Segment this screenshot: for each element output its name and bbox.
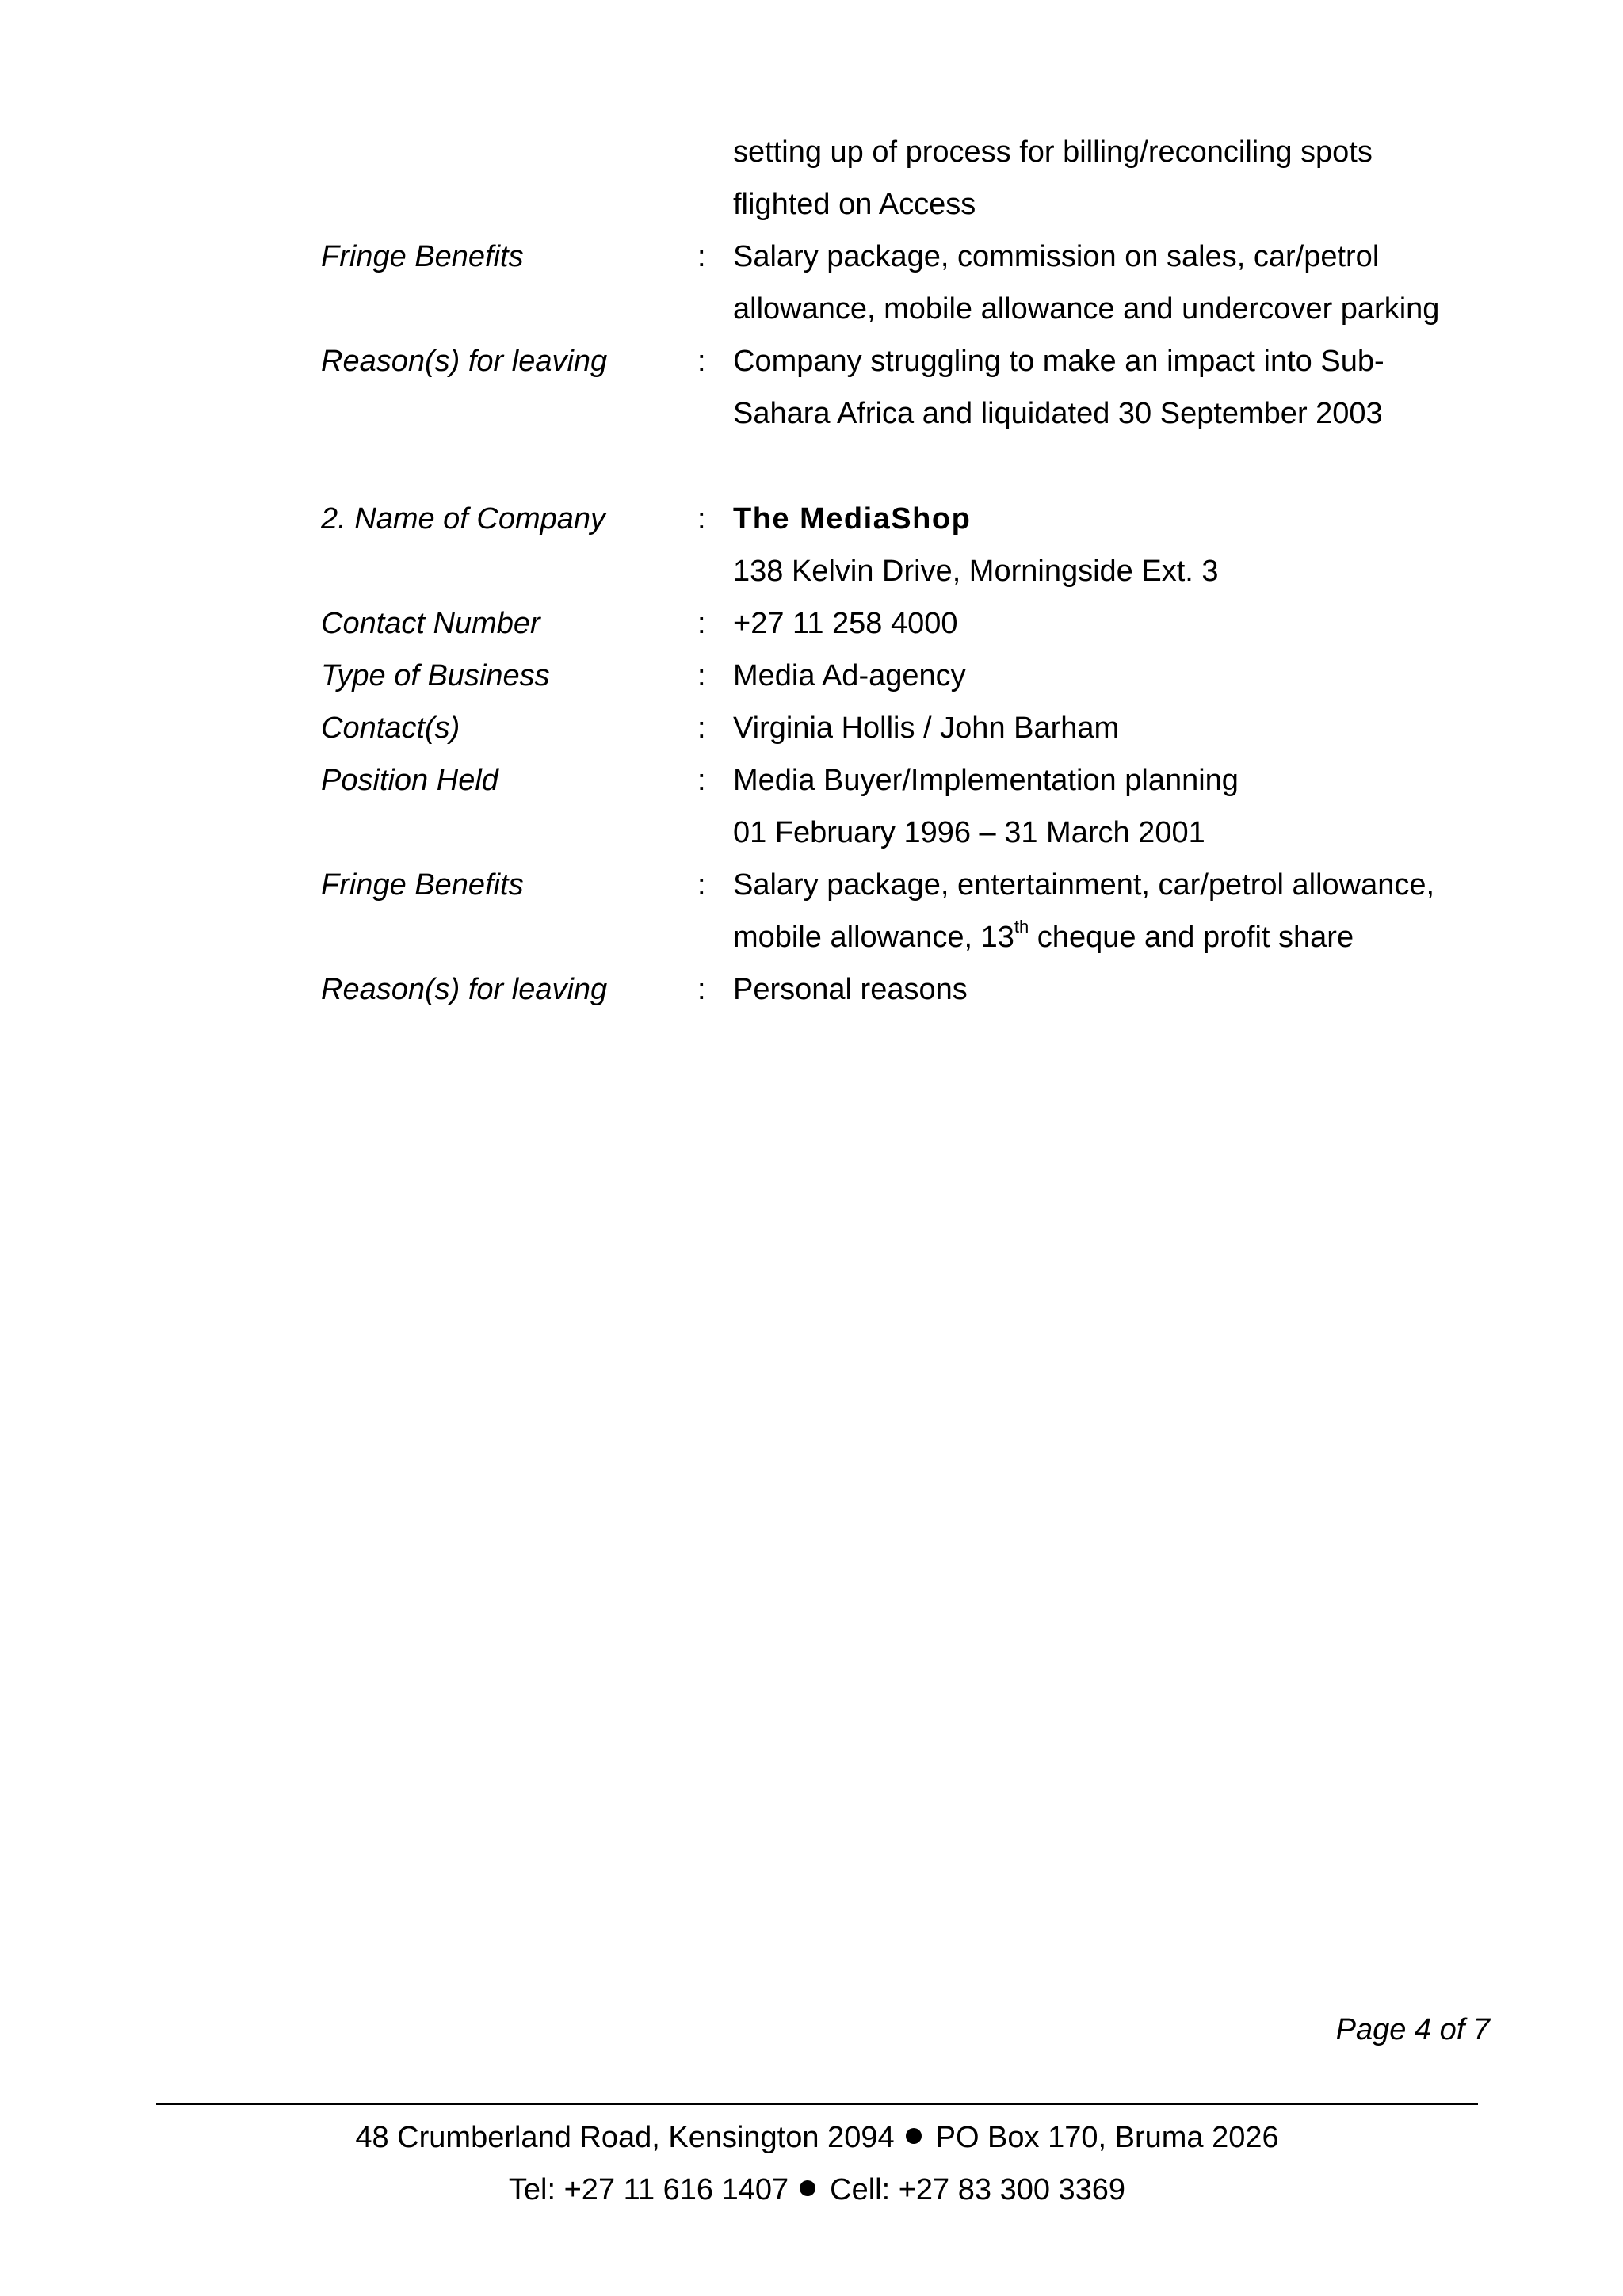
colon: : — [697, 240, 706, 273]
bullet-icon — [906, 2128, 922, 2144]
footer-phone-line — [156, 2172, 1478, 2207]
job1-reason-label: Reason(s) for leaving — [321, 345, 608, 378]
footer-tel: Tel: +27 11 616 1407 — [508, 2173, 789, 2206]
job2-contact-number-label: Contact Number — [321, 607, 540, 640]
job2-contact-number: +27 11 258 4000 — [733, 607, 958, 640]
job2-contacts: Virginia Hollis / John Barham — [733, 711, 1120, 745]
page-number: Page 4 of 7 — [1335, 2013, 1490, 2046]
footer-address-line — [156, 2120, 1478, 2155]
job2-company-address: 138 Kelvin Drive, Morningside Ext. 3 — [733, 555, 1219, 588]
continuation-line-1: setting up of process for billing/reconciling spots — [733, 135, 1373, 169]
job2-fringe-benefits-line-2 — [733, 917, 1354, 955]
colon: : — [697, 607, 706, 640]
colon: : — [697, 345, 706, 378]
job2-business: Media Ad-agency — [733, 659, 966, 692]
job2-period: 01 February 1996 – 31 March 2001 — [733, 816, 1205, 849]
colon: : — [697, 659, 706, 692]
job2-reason: Personal reasons — [733, 973, 968, 1006]
continuation-line-2: flighted on Access — [733, 188, 976, 221]
footer-street-address: 48 Crumberland Road, Kensington 2094 — [355, 2121, 895, 2154]
job2-fringe-benefits-line-1: Salary package, entertainment, car/petrol allowance, — [733, 868, 1435, 902]
bullet-icon — [800, 2180, 815, 2196]
job2-position-label: Position Held — [321, 764, 498, 797]
footer-cell: Cell: +27 83 300 3369 — [830, 2173, 1126, 2206]
job2-contacts-label: Contact(s) — [321, 711, 460, 745]
colon: : — [697, 502, 706, 536]
job1-fringe-benefits-line-2: allowance, mobile allowance and undercover parking — [733, 292, 1440, 326]
footer-po-box: PO Box 170, Bruma 2026 — [935, 2121, 1279, 2154]
colon: : — [697, 868, 706, 902]
fringe-line-2-end: cheque and profit share — [1029, 921, 1354, 954]
colon: : — [697, 764, 706, 797]
job1-fringe-benefits-label: Fringe Benefits — [321, 240, 524, 273]
job2-company-name: The MediaShop — [733, 502, 972, 536]
job2-company-label: 2. Name of Company — [321, 502, 606, 536]
job2-position: Media Buyer/Implementation planning — [733, 764, 1239, 797]
job2-reason-label: Reason(s) for leaving — [321, 973, 608, 1006]
colon: : — [697, 711, 706, 745]
job1-fringe-benefits-line-1: Salary package, commission on sales, car/petrol — [733, 240, 1380, 273]
fringe-line-2-start: mobile allowance, 13 — [733, 921, 1014, 954]
job1-reason-line-2: Sahara Africa and liquidated 30 September 2003 — [733, 397, 1383, 430]
footer-divider — [156, 2103, 1478, 2105]
colon: : — [697, 973, 706, 1006]
job1-reason-line-1: Company struggling to make an impact into Sub- — [733, 345, 1384, 378]
ordinal-suffix: th — [1014, 917, 1029, 937]
job2-fringe-benefits-label: Fringe Benefits — [321, 868, 524, 902]
job2-business-label: Type of Business — [321, 659, 550, 692]
